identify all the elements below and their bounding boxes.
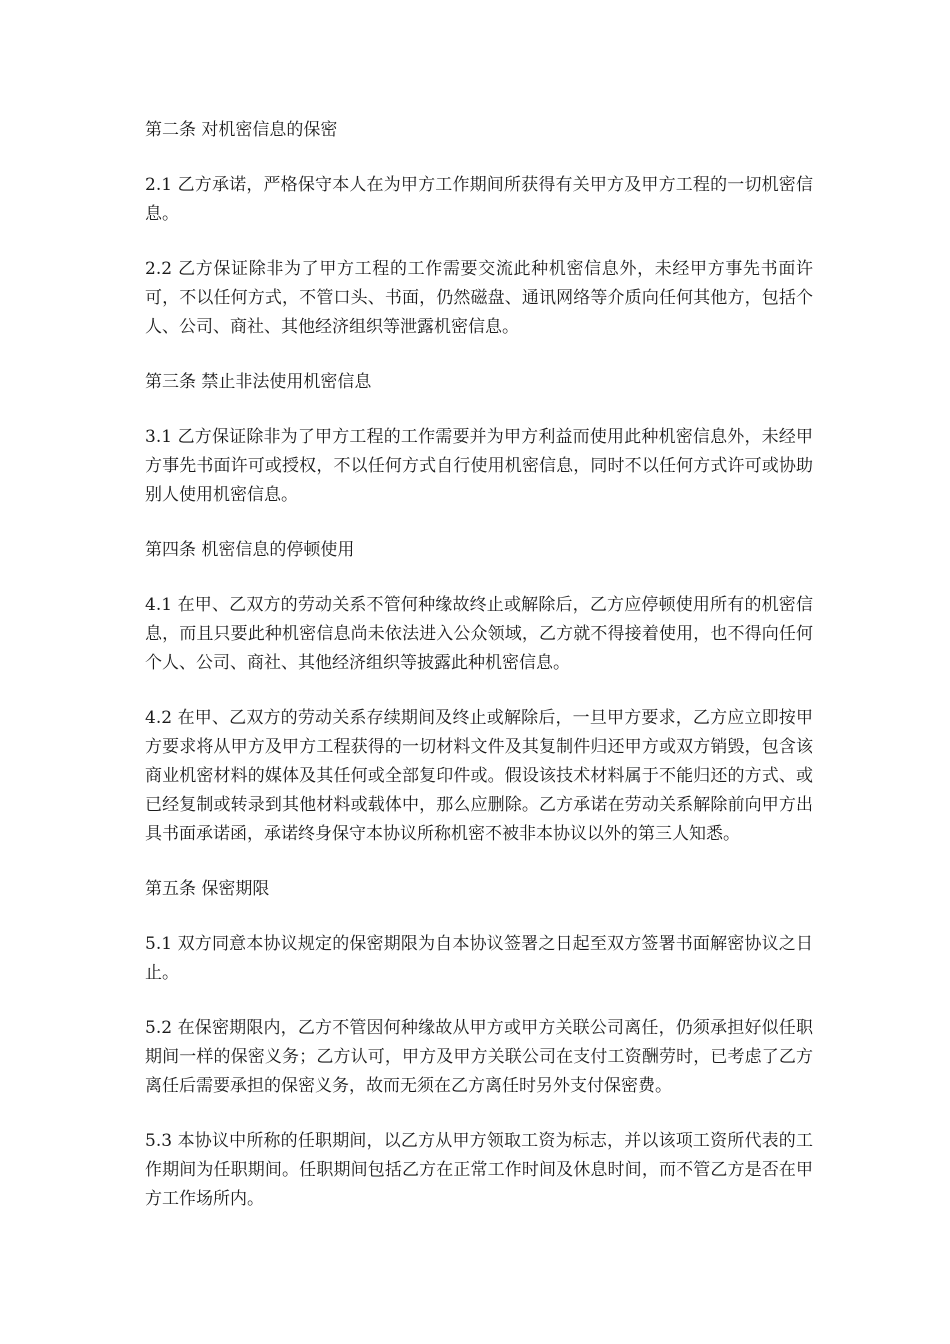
clause-5-2: 5.2 在保密期限内，乙方不管因何种缘故从甲方或甲方关联公司离任，仍须承担好似任职期间一样的保密义务；乙方认可，甲方及甲方关联公司在支付工资酬劳时，已考虑了乙方离任后需要承担的保密义务，故而无须在乙方离任时另外支付保密费。 bbox=[145, 1018, 813, 1096]
article-4-heading: 第四条 机密信息的停顿使用 bbox=[145, 540, 355, 560]
article-2-heading: 第二条 对机密信息的保密 bbox=[145, 120, 338, 140]
clause-2-2: 2.2 乙方保证除非为了甲方工程的工作需要交流此种机密信息外，未经甲方事先书面许可，不以任何方式，不管口头、书面，仍然磁盘、通讯网络等介质向任何其他方，包括个人、公司、商社、其他经济组织等泄露机密信息。 bbox=[145, 259, 813, 337]
clause-5-1: 5.1 双方同意本协议规定的保密期限为自本协议签署之日起至双方签署书面解密协议之日止。 bbox=[145, 934, 813, 983]
article-3-heading: 第三条 禁止非法使用机密信息 bbox=[145, 372, 372, 392]
clause-5-3: 5.3 本协议中所称的任职期间，以乙方从甲方领取工资为标志，并以该项工资所代表的工作期间为任职期间。任职期间包括乙方在正常工作时间及休息时间，而不管乙方是否在甲方工作场所内。 bbox=[145, 1131, 813, 1209]
clause-4-1: 4.1 在甲、乙双方的劳动关系不管何种缘故终止或解除后，乙方应停顿使用所有的机密信息，而且只要此种机密信息尚未依法进入公众领域，乙方就不得接着使用，也不得向任何个人、公司、商社、其他经济组织等披露此种机密信息。 bbox=[145, 595, 813, 673]
document-page bbox=[145, 116, 813, 1240]
clause-2-1: 2.1 乙方承诺，严格保守本人在为甲方工作期间所获得有关甲方及甲方工程的一切机密信息。 bbox=[145, 175, 813, 224]
clause-3-1: 3.1 乙方保证除非为了甲方工程的工作需要并为甲方利益而使用此种机密信息外，未经甲方事先书面许可或授权，不以任何方式自行使用机密信息，同时不以任何方式许可或协助别人使用机密信息。 bbox=[145, 427, 813, 505]
article-5-heading: 第五条 保密期限 bbox=[145, 879, 270, 899]
clause-4-2: 4.2 在甲、乙双方的劳动关系存续期间及终止或解除后，一旦甲方要求，乙方应立即按甲方要求将从甲方及甲方工程获得的一切材料文件及其复制件归还甲方或双方销毁，包含该商业机密材料的媒体及其任何或全部复印件或。假设该技术材料属于不能归还的方式、或已经复制或转录到其他材料或载体中，那么应删除。乙方承诺在劳动关系解除前向甲方出具书面承诺函，承诺终身保守本协议所称机密不被非本协议以外的第三人知悉。 bbox=[145, 708, 813, 844]
